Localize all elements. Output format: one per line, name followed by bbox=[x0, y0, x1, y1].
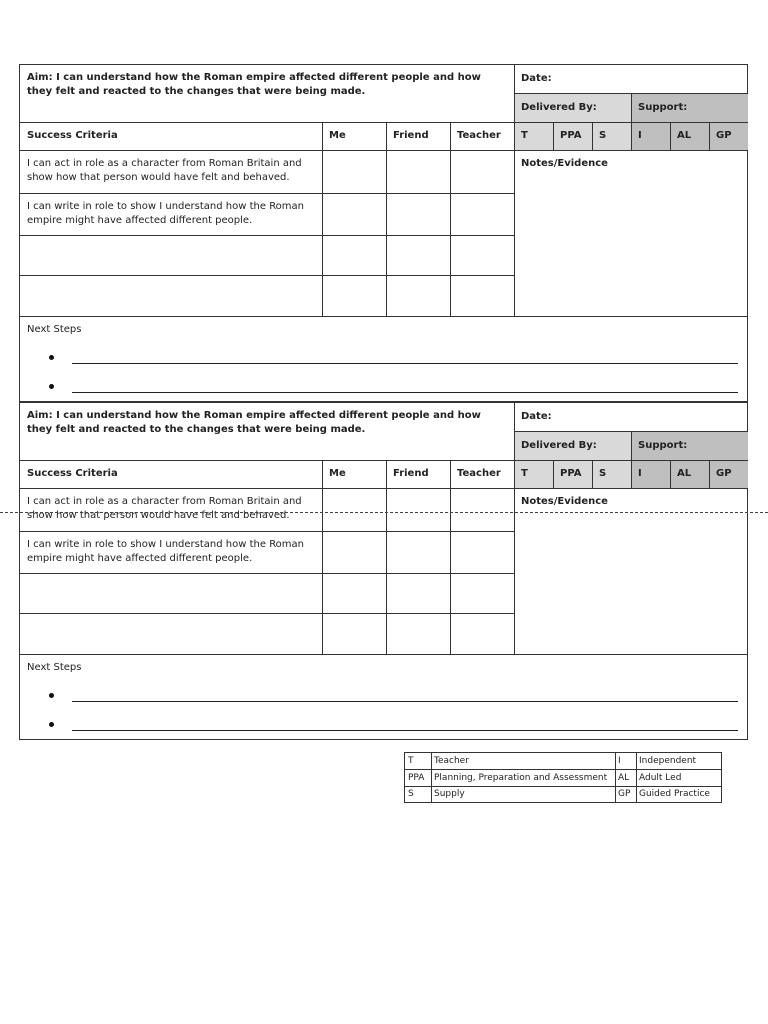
code-t: T bbox=[521, 468, 528, 479]
notes-evidence-label: Notes/Evidence bbox=[521, 496, 608, 507]
code-ppa: PPA bbox=[560, 468, 582, 479]
code-al: AL bbox=[677, 130, 692, 141]
code-i: I bbox=[638, 468, 642, 479]
date-label: Date: bbox=[521, 411, 552, 422]
next-step-line-2[interactable] bbox=[72, 730, 738, 731]
key-code: I bbox=[618, 756, 621, 766]
bullet-icon bbox=[49, 355, 54, 360]
next-steps-label: Next Steps bbox=[27, 662, 82, 673]
key-meaning: Adult Led bbox=[639, 772, 682, 783]
code-i: I bbox=[638, 130, 642, 141]
key-code: AL bbox=[618, 772, 630, 783]
success-criteria-header: Success Criteria bbox=[27, 130, 118, 141]
code-al: AL bbox=[677, 468, 692, 479]
key-meaning: Independent bbox=[639, 756, 697, 766]
support-label: Support: bbox=[638, 440, 688, 451]
notes-evidence-label: Notes/Evidence bbox=[521, 158, 608, 169]
key-code: GP bbox=[618, 789, 631, 799]
bullet-icon bbox=[49, 722, 54, 727]
key-table bbox=[404, 752, 722, 803]
criterion-1: I can act in role as a character from Roman Britain and show how that person would have felt and behaved. bbox=[27, 496, 302, 521]
support-label: Support: bbox=[638, 102, 688, 113]
criterion-1: I can act in role as a character from Roman Britain and show how that person would have felt and behaved. bbox=[27, 158, 302, 183]
next-steps-label: Next Steps bbox=[27, 324, 82, 335]
next-step-line-1[interactable] bbox=[72, 701, 738, 702]
code-ppa: PPA bbox=[560, 130, 582, 141]
friend-header: Friend bbox=[393, 130, 429, 141]
me-header: Me bbox=[329, 468, 346, 479]
code-s: S bbox=[599, 130, 607, 141]
me-header: Me bbox=[329, 130, 346, 141]
key-meaning: Teacher bbox=[434, 756, 469, 766]
delivered-by-label: Delivered By: bbox=[521, 440, 597, 451]
code-gp: GP bbox=[716, 468, 732, 479]
teacher-header: Teacher bbox=[457, 130, 501, 141]
teacher-header: Teacher bbox=[457, 468, 501, 479]
key-code: S bbox=[408, 789, 414, 799]
criterion-2: I can write in role to show I understand how the Roman empire might have affected different people. bbox=[27, 539, 305, 564]
criterion-2: I can write in role to show I understand how the Roman empire might have affected different people. bbox=[27, 201, 305, 226]
date-label: Date: bbox=[521, 73, 552, 84]
key-code: T bbox=[408, 756, 414, 766]
key-meaning: Guided Practice bbox=[639, 789, 710, 799]
success-criteria-header: Success Criteria bbox=[27, 468, 118, 479]
friend-header: Friend bbox=[393, 468, 429, 479]
assessment-form-2 bbox=[19, 402, 748, 740]
key-code: PPA bbox=[408, 772, 425, 783]
key-meaning: Supply bbox=[434, 789, 465, 799]
delivered-by-label: Delivered By: bbox=[521, 102, 597, 113]
key-meaning: Planning, Preparation and Assessment bbox=[434, 772, 608, 783]
code-gp: GP bbox=[716, 130, 732, 141]
bullet-icon bbox=[49, 693, 54, 698]
code-s: S bbox=[599, 468, 607, 479]
next-step-line-1[interactable] bbox=[72, 363, 738, 364]
next-step-line-2[interactable] bbox=[72, 392, 738, 393]
cut-line bbox=[0, 512, 768, 513]
assessment-form-1 bbox=[19, 64, 748, 402]
bullet-icon bbox=[49, 384, 54, 389]
aim-text: Aim: I can understand how the Roman empire affected different people and how they felt and reacted to the changes that were being made. bbox=[27, 410, 481, 435]
code-t: T bbox=[521, 130, 528, 141]
aim-text: Aim: I can understand how the Roman empire affected different people and how they felt and reacted to the changes that were being made. bbox=[27, 72, 481, 97]
